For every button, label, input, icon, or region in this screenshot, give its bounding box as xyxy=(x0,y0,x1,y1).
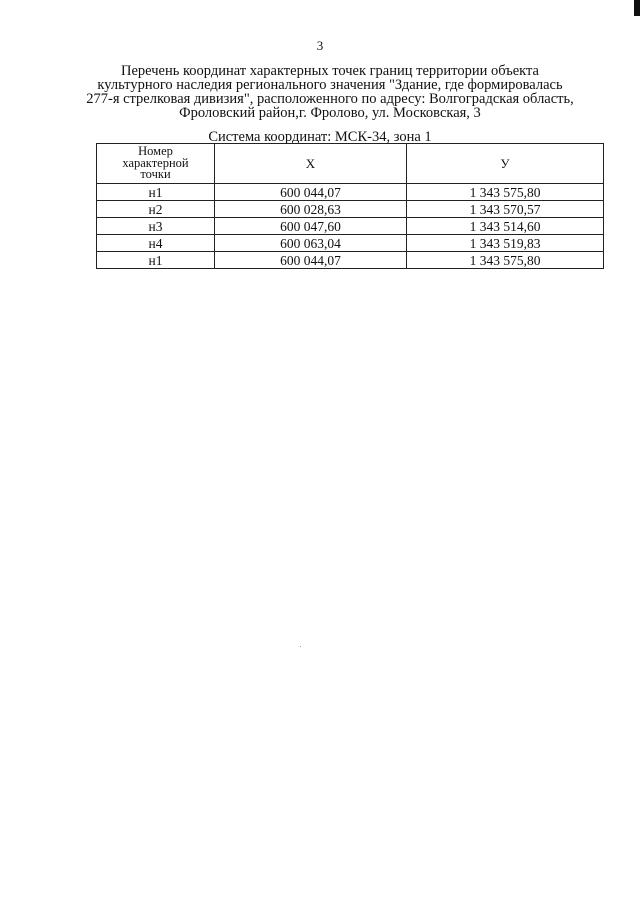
heading-line: 277-я стрелковая дивизия", расположенного по адресу: Волгоградская область, xyxy=(86,91,574,107)
cell-point: н3 xyxy=(97,218,215,235)
heading-line: Перечень координат характерных точек границ территории объекта xyxy=(121,63,539,79)
table-row xyxy=(97,235,604,252)
cell-x: 600 063,04 xyxy=(215,235,407,252)
table-row xyxy=(97,252,604,269)
coordinate-system-caption: Система координат: МСК-34, зона 1 xyxy=(208,129,432,145)
cell-x: 600 028,63 xyxy=(215,201,407,218)
heading-line: Фроловский район,г. Фролово, ул. Московская, 3 xyxy=(179,105,481,121)
cell-x: 600 047,60 xyxy=(215,218,407,235)
header-point-line: точки xyxy=(140,167,171,182)
header-point-line: Номер xyxy=(138,144,173,159)
table-row xyxy=(97,218,604,235)
cell-point: н1 xyxy=(97,252,215,269)
cell-y: 1 343 575,80 xyxy=(407,252,604,269)
cell-y: 1 343 575,80 xyxy=(407,184,604,201)
heading-line: культурного наследия регионального значения "Здание, где формировалась xyxy=(97,77,563,93)
cell-x: 600 044,07 xyxy=(215,252,407,269)
scan-edge-mark xyxy=(634,0,640,16)
table-row xyxy=(97,201,604,218)
cell-point: н2 xyxy=(97,201,215,218)
scan-speck xyxy=(300,646,301,647)
cell-y: 1 343 514,60 xyxy=(407,218,604,235)
document-heading xyxy=(80,64,580,120)
table-header-row xyxy=(97,144,604,184)
header-point-number xyxy=(97,144,215,184)
cell-y: 1 343 570,57 xyxy=(407,201,604,218)
cell-y: 1 343 519,83 xyxy=(407,235,604,252)
cell-point: н4 xyxy=(97,235,215,252)
page-number: 3 xyxy=(316,38,324,53)
cell-point: н1 xyxy=(97,184,215,201)
header-point-line: характерной xyxy=(122,155,189,170)
header-y: У xyxy=(407,144,604,184)
header-x: X xyxy=(215,144,407,184)
coordinates-table xyxy=(96,143,604,269)
cell-x: 600 044,07 xyxy=(215,184,407,201)
table-row xyxy=(97,184,604,201)
